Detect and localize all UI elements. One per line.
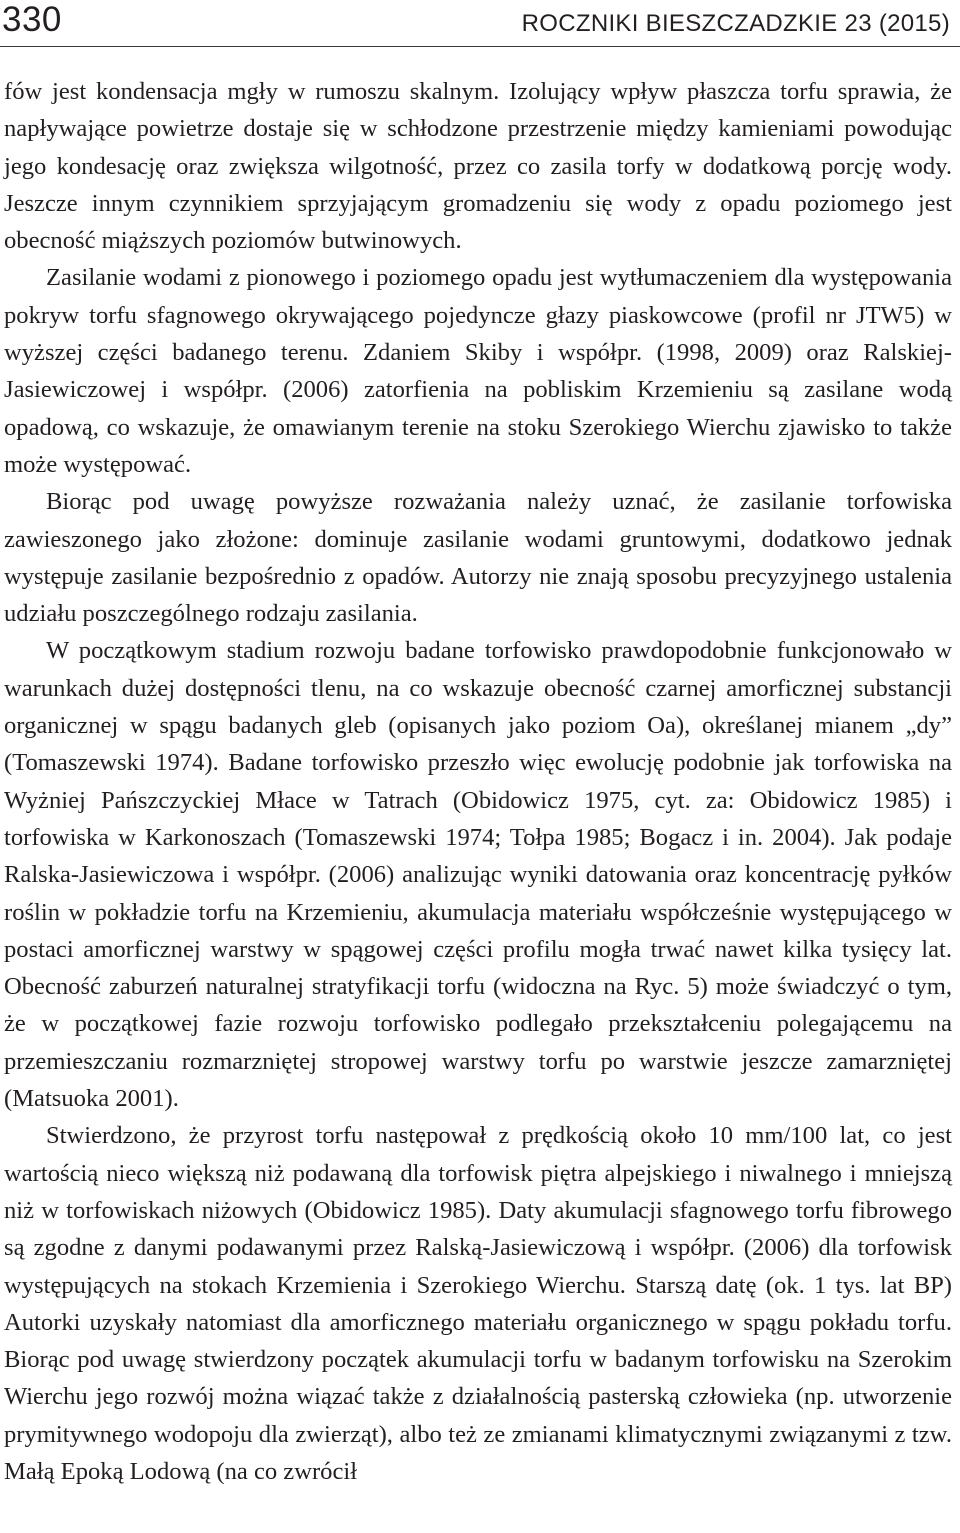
paragraph: Stwierdzono, że przyrost torfu następował z prędkością około 10 mm/100 lat, co jest wartością nieco większą niż podawaną dla torfowisk piętra alpejskiego i niwalnego i mniejszą niż w torfowiskach niżowych (Obidowicz 1985). Daty akumulacji sfagnowego torfu fibrowego są zgodne z danymi podawanymi przez Ralską-Jasiewiczową i współpr. (2006) dla torfowisk występujących na stokach Krzemienia i Szerokiego Wierchu. Starszą datę (ok. 1 tys. lat BP) Autorki uzyskały natomiast dla amorficznego materiału organicznego w spągu pokładu torfu. Biorąc pod uwagę stwierdzony początek akumulacji torfu w badanym torfowisku na Szerokim Wierchu jego rozwój można wiązać także z działalnością pasterską człowieka (np. utworzenie prymitywnego wodopoju dla zwierząt), albo też ze zmianami klimatycznymi związanymi z tzw. Małą Epoką Lodową (na co zwrócił <box>4 1122 952 1485</box>
running-title: ROCZNIKI BIESZCZADZKIE 23 (2015) <box>521 10 950 37</box>
paragraph: W początkowym stadium rozwoju badane torfowisko prawdopodobnie funkcjonowało w warunkach dużej dostępności tlenu, na co wskazuje obecność czarnej amorficznej substancji organicznej w spągu badanych gleb (opisanych jako poziom Oa), określanej mianem „dy” (Tomaszewski 1974). Badane torfowisko przeszło więc ewolucję podobnie jak torfowiska na Wyżniej Pańszczyckiej Młace w Tatrach (Obidowicz 1975, cyt. za: Obidowicz 1985) i torfowiska w Karkonoszach (Tomaszewski 1974; Tołpa 1985; Bogacz i in. 2004). Jak podaje Ralska-Jasiewiczowa i współpr. (2006) analizując wyniki datowania oraz koncentrację pyłków roślin w pokładzie torfu na Krzemieniu, akumulacja materiału współcześnie występującego w postaci amorficznej warstwy w spągowej części profilu mogła trwać nawet kilka tysięcy lat. Obecność zaburzeń naturalnej stratyfikacji torfu (widoczna na Ryc. 5) może świadczyć o tym, że w początkowej fazie rozwoju torfowisko podlegało przekształceniu polegającemu na przemieszczaniu rozmarzniętej stropowej warstwy torfu po warstwie jeszcze zamarzniętej (Matsuoka 2001). <box>4 637 952 1113</box>
header-rule <box>0 46 960 47</box>
paragraph-continuation: fów jest kondensacja mgły w rumoszu skalnym. Izolujący wpływ płaszcza torfu sprawia, że napływające powietrze dostaje się w schłodzone przestrzenie między kamieniami powodując jego kondesację oraz zwiększa wilgotność, przez co zasila torfy w dodatkową porcję wody. Jeszcze innym czynnikiem sprzyjającym gromadzeniu się wody z opadu poziomego jest obecność miąższych poziomów butwinowych. <box>4 78 952 255</box>
paragraph: Biorąc pod uwagę powyższe rozważania należy uznać, że zasilanie torfowiska zawieszonego jako złożone: dominuje zasilanie wodami gruntowymi, dodatkowo jednak występuje zasilanie bezpośrednio z opadów. Autorzy nie znają sposobu precyzyjnego ustalenia udziału poszczególnego rodzaju zasilania. <box>4 488 952 628</box>
page-number: 330 <box>2 0 62 39</box>
page-header <box>0 0 960 48</box>
body-text <box>4 73 952 1490</box>
paragraph: Zasilanie wodami z pionowego i poziomego opadu jest wytłumaczeniem dla występowania pokryw torfu sfagnowego okrywającego pojedyncze głazy piaskowcowe (profil nr JTW5) w wyższej części badanego terenu. Zdaniem Skiby i współpr. (1998, 2009) oraz Ralskiej-Jasiewiczowej i współpr. (2006) zatorfienia na pobliskim Krzemieniu są zasilane wodą opadową, co wskazuje, że omawianym terenie na stoku Szerokiego Wierchu zjawisko to także może występować. <box>4 264 952 478</box>
